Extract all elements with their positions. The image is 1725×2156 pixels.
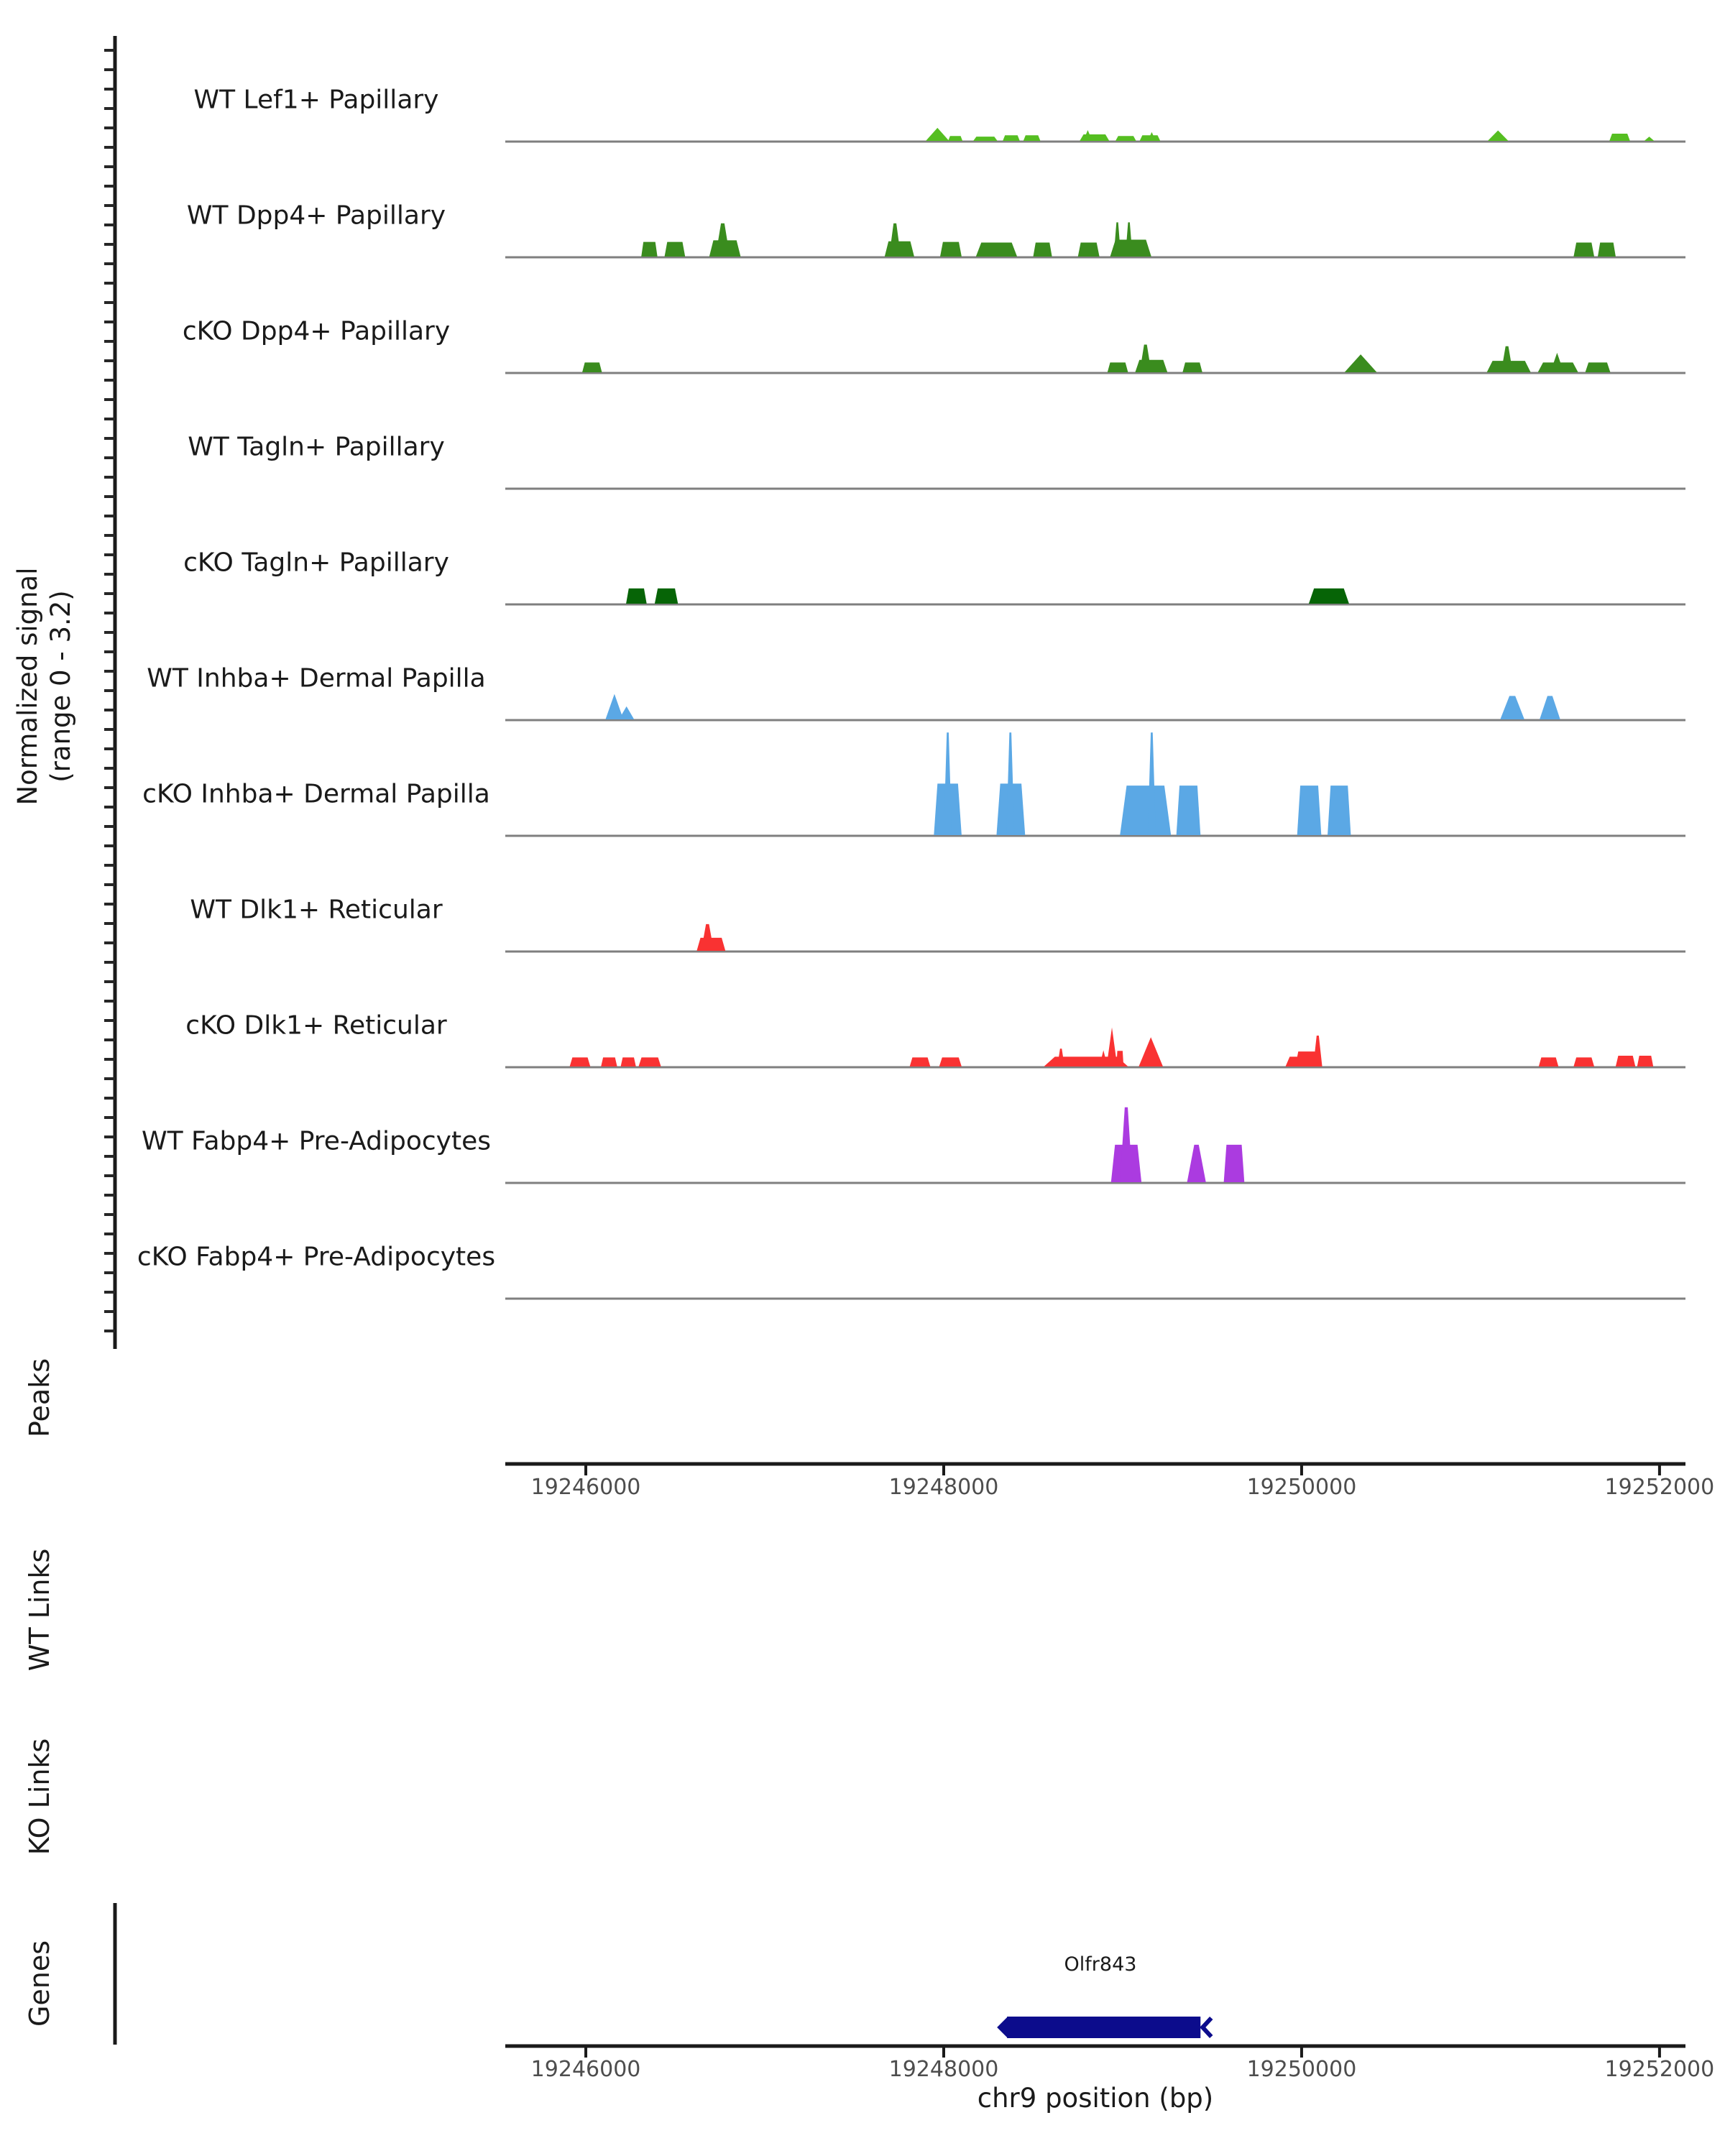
track-label-1: WT Dpp4+ Papillary (186, 201, 446, 231)
track-label-3: WT Tagln+ Papillary (188, 432, 445, 462)
track-label-6: cKO Inhba+ Dermal Papilla (142, 779, 490, 809)
signal-peak (1116, 136, 1136, 141)
signal-peak (910, 1057, 931, 1067)
signal-peak (570, 1057, 591, 1067)
signal-peak (582, 362, 602, 372)
gene-left-arrow-icon (997, 2017, 1008, 2038)
signal-peak (948, 136, 962, 141)
track-label-9: WT Fabp4+ Pre-Adipocytes (142, 1126, 491, 1156)
track-label-7: WT Dlk1+ Reticular (190, 895, 443, 925)
signal-peak (1573, 243, 1594, 257)
section-label-genes: Genes (24, 1940, 55, 2027)
signal-peak (1224, 1145, 1245, 1182)
signal-peak (973, 137, 998, 141)
signal-peak (1586, 362, 1611, 372)
peaks-axis-tick-label-1: 19248000 (888, 1475, 999, 1500)
signal-peak (641, 242, 657, 257)
genome-axis-tick-label-2: 19250000 (1246, 2057, 1357, 2082)
signal-peak (1644, 137, 1655, 141)
signal-peak (1616, 1056, 1635, 1067)
gene-body[interactable] (1007, 2017, 1200, 2038)
signal-peak (1114, 222, 1121, 257)
signal-peak (1024, 135, 1041, 141)
signal-peak (889, 224, 901, 257)
signal-peak (1313, 1036, 1322, 1067)
signal-peak (1637, 1056, 1653, 1067)
signal-peak (1078, 243, 1100, 257)
peaks-axis-tick-label-2: 19250000 (1246, 1475, 1357, 1500)
peaks-axis-tick-label-0: 19246000 (530, 1475, 641, 1500)
section-label-wt-links: WT Links (24, 1548, 55, 1672)
y-axis-label (12, 567, 78, 805)
signal-peak (1182, 362, 1202, 372)
signal-peak (1120, 786, 1171, 835)
gene-name-label: Olfr843 (1064, 1953, 1137, 1976)
track-label-2: cKO Dpp4+ Papillary (182, 316, 451, 346)
signal-peak (1116, 1051, 1123, 1067)
y-axis-label-line2: (range 0 - 3.2) (45, 590, 76, 783)
signal-peak (1598, 243, 1616, 257)
track-label-5: WT Inhba+ Dermal Papilla (147, 663, 486, 694)
signal-peak (1573, 1057, 1594, 1067)
signal-peak (1108, 362, 1128, 372)
signal-peak (626, 589, 647, 604)
signal-peak (1140, 344, 1151, 372)
signal-peak (1500, 696, 1524, 719)
genome-axis-tick-label-0: 19246000 (530, 2057, 641, 2082)
signal-peak (665, 242, 686, 257)
genome-axis-tick-label-3: 19252000 (1604, 2057, 1715, 2082)
signal-peak (1488, 131, 1509, 141)
signal-peak (1540, 696, 1560, 719)
gene-strand-chevron-icon (1202, 2018, 1211, 2037)
signal-peak (1345, 354, 1377, 372)
signal-peak (976, 243, 1017, 257)
signal-peak (1539, 1057, 1558, 1067)
signal-peak (1126, 222, 1133, 257)
signal-peak (1138, 1037, 1163, 1067)
signal-peak (1297, 786, 1322, 835)
signal-peak (1187, 1145, 1206, 1182)
signal-peak (1309, 589, 1349, 604)
track-label-0: WT Lef1+ Papillary (193, 85, 439, 115)
signal-peak (702, 924, 714, 951)
signal-peak (1328, 786, 1351, 835)
track-label-8: cKO Dlk1+ Reticular (185, 1010, 447, 1041)
signal-peak (619, 706, 634, 719)
signal-peak (1033, 243, 1052, 257)
track-label-10: cKO Fabp4+ Pre-Adipocytes (137, 1242, 496, 1272)
genome-axis-tick-label-1: 19248000 (888, 2057, 999, 2082)
signal-peak (1609, 134, 1630, 141)
signal-peak (939, 1057, 962, 1067)
signal-peak (1107, 1028, 1118, 1067)
signal-peak (621, 1057, 636, 1067)
signal-peak (601, 1057, 617, 1067)
signal-peak (1501, 346, 1513, 372)
signal-peak (716, 224, 730, 257)
signal-peak (655, 589, 678, 604)
signal-peak (638, 1057, 661, 1067)
track-label-4: cKO Tagln+ Papillary (183, 548, 449, 578)
signal-peak (1177, 786, 1201, 835)
signal-peak (605, 694, 623, 719)
signal-peak (940, 242, 962, 257)
section-label-peaks: Peaks (24, 1358, 55, 1438)
x-axis-title: chr9 position (bp) (977, 2083, 1214, 2114)
section-label-ko-links: KO Links (24, 1738, 55, 1856)
peaks-axis-tick-label-3: 19252000 (1604, 1475, 1715, 1500)
signal-peak (1148, 732, 1156, 835)
y-axis-label-line1: Normalized signal (12, 567, 43, 806)
signal-peak (1003, 135, 1020, 141)
signal-peak (926, 128, 949, 141)
